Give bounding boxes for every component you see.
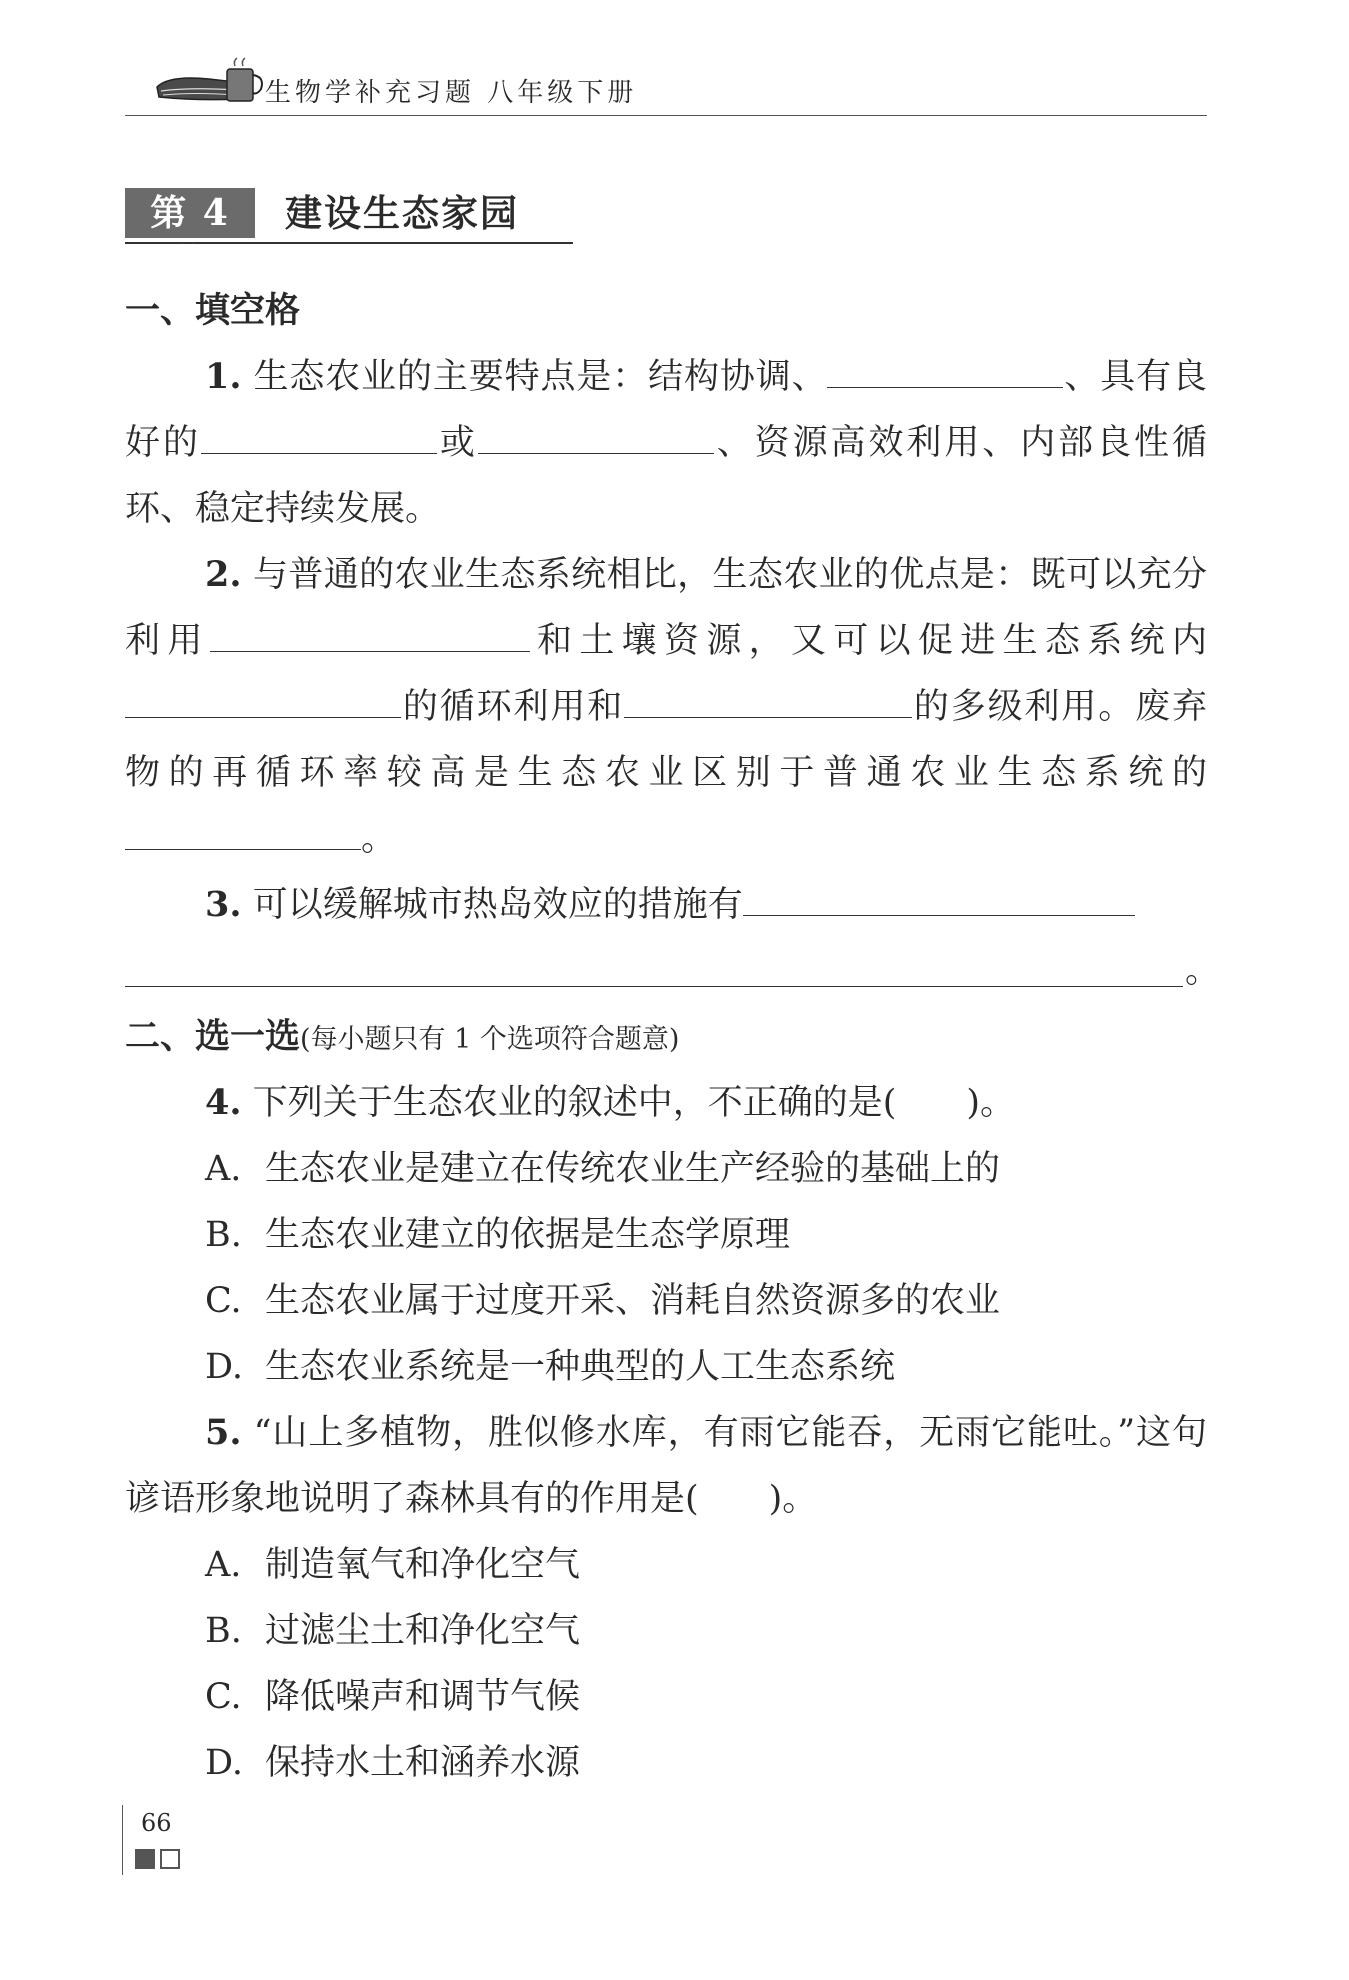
exercise-content (125, 278, 1221, 1796)
option-letter: B. (205, 1215, 242, 1255)
question-text: 与普通的农业生态系统相比，生态农业的优点是：既可以充分利用 (125, 555, 1207, 661)
question-text: 可以缓解城市热岛效应的措施有 (252, 885, 743, 925)
question-4 (125, 1070, 1207, 1136)
question-number: 1. (205, 356, 242, 397)
option-letter: A. (205, 1545, 242, 1585)
page-footer (122, 1805, 203, 1875)
question-text: 的多级利用。废弃物的再循环率较高是生态农业区别于普通农业生态系统的 (125, 687, 1207, 793)
option-letter: C. (205, 1281, 242, 1321)
part2-title: 二、选一选 (125, 1017, 301, 1057)
question-text: 的循环利用和 (401, 687, 625, 727)
question-text: 、资源高效利用、内部良性循环、稳定持续发展。 (125, 423, 1207, 529)
question-number: 5. (205, 1412, 242, 1453)
option-text: 保持水土和涵养水源 (265, 1743, 581, 1783)
option-text: 生态农业是建立在传统农业生产经验的基础上的 (265, 1149, 1001, 1189)
option-d[interactable] (125, 1730, 1207, 1796)
answer-blank[interactable] (125, 986, 1183, 987)
question-2 (125, 542, 1207, 872)
answer-blank-line[interactable] (125, 938, 1221, 1004)
question-text: 下列关于生态农业的叙述中，不正确的是( )。 (252, 1083, 1015, 1123)
answer-blank[interactable] (624, 687, 912, 718)
answer-blank[interactable] (743, 885, 1135, 916)
option-letter: D. (205, 1743, 243, 1783)
page-number: 66 (141, 1809, 172, 1837)
question-5 (125, 1400, 1207, 1532)
section-title: 建设生态家园 (285, 191, 519, 235)
option-letter: C. (205, 1677, 242, 1717)
answer-blank[interactable] (210, 621, 530, 652)
question-1 (125, 344, 1207, 542)
answer-blank[interactable] (125, 819, 361, 850)
option-letter: B. (205, 1611, 242, 1651)
option-c[interactable] (125, 1268, 1207, 1334)
option-b[interactable] (125, 1598, 1207, 1664)
option-text: 生态农业属于过度开采、消耗自然资源多的农业 (265, 1281, 1001, 1321)
page-header (125, 55, 1207, 116)
option-text: 降低噪声和调节气候 (265, 1677, 581, 1717)
part2-note: (每小题只有 1 个选项符合题意) (300, 1024, 680, 1055)
filled-square-icon (135, 1849, 155, 1869)
question-text: “山上多植物，胜似修水库，有雨它能吞，无雨它能吐。”这句谚语形象地说明了森林具有的作用是( )。 (125, 1413, 1207, 1519)
answer-blank[interactable] (827, 357, 1063, 388)
option-text: 过滤尘土和净化空气 (265, 1611, 581, 1651)
question-number: 4. (205, 1082, 242, 1123)
section-number-badge: 第 4 节 (125, 188, 255, 238)
option-text: 生态农业建立的依据是生态学原理 (265, 1215, 791, 1255)
part1-heading: 一、填空格 (125, 291, 301, 331)
question-text: 和土壤资源，又可以促进生态系统内 (529, 621, 1207, 661)
option-text: 生态农业系统是一种典型的人工生态系统 (265, 1347, 896, 1387)
book-title: 生物学补充习题 八年级下册 (265, 78, 638, 108)
option-text: 制造氧气和净化空气 (265, 1545, 581, 1585)
answer-blank[interactable] (201, 423, 437, 454)
question-number: 3. (205, 884, 242, 925)
question-number: 2. (205, 554, 242, 595)
part2-heading (125, 1004, 1207, 1070)
section-title-block (125, 184, 573, 284)
option-b[interactable] (125, 1202, 1207, 1268)
question-text: 。 (1185, 951, 1221, 991)
option-a[interactable] (125, 1136, 1207, 1202)
question-text: 。 (361, 819, 397, 859)
question-3 (125, 872, 1207, 938)
question-text: 、具有良好的 (125, 357, 1207, 463)
empty-square-icon (160, 1849, 180, 1869)
option-letter: A. (205, 1149, 242, 1189)
option-a[interactable] (125, 1532, 1207, 1598)
question-text: 生态农业的主要特点是：结构协调、 (253, 357, 828, 397)
books-and-cup-icon (149, 57, 269, 109)
option-letter: D. (205, 1347, 243, 1387)
option-c[interactable] (125, 1664, 1207, 1730)
question-text: 或 (436, 423, 478, 463)
answer-blank[interactable] (478, 423, 714, 454)
answer-blank[interactable] (125, 687, 401, 718)
option-d[interactable] (125, 1334, 1207, 1400)
